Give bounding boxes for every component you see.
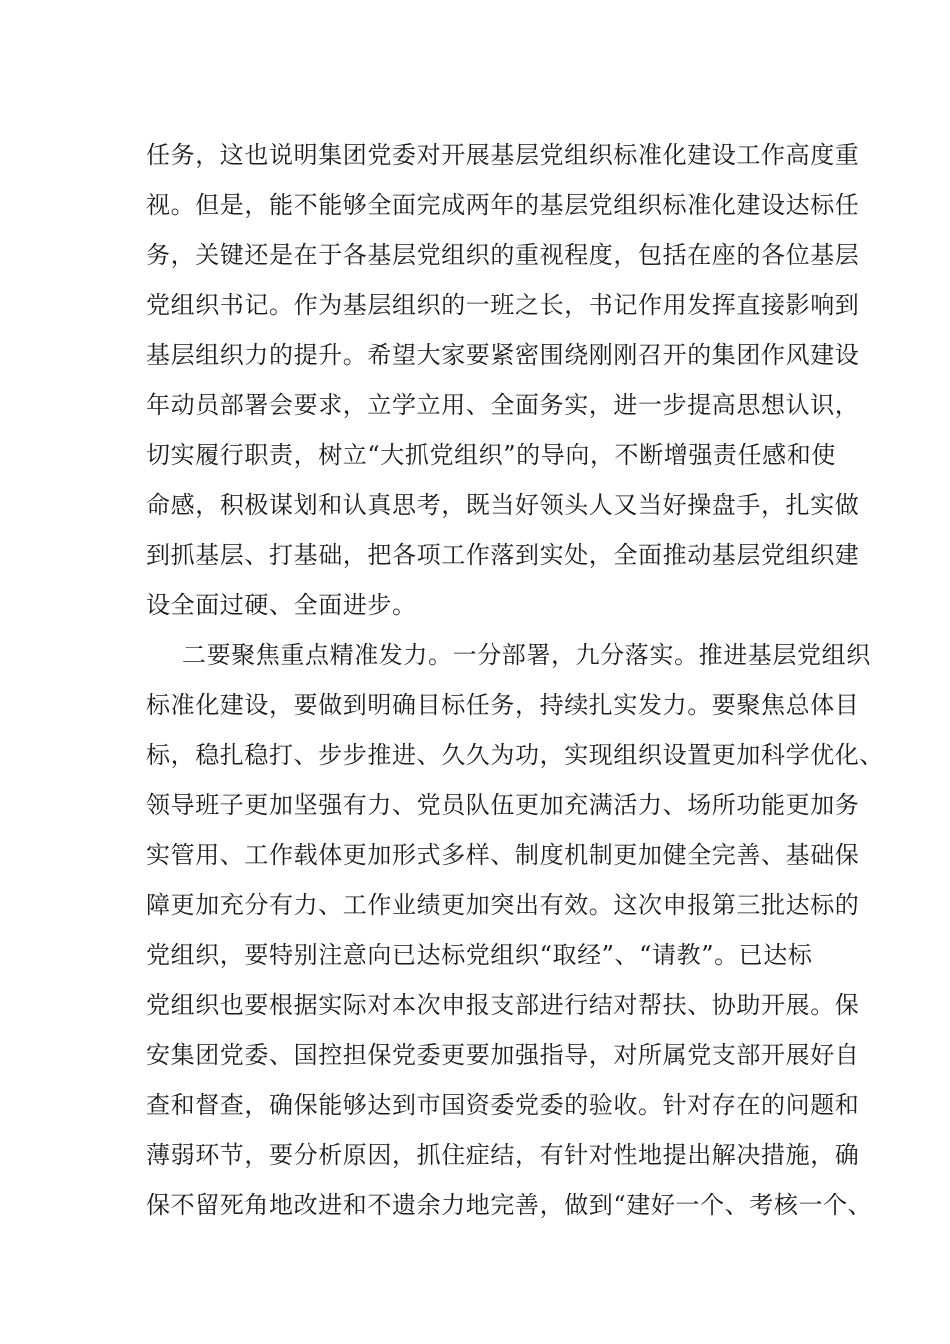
text-line: 党组织也要根据实际对本次申报支部进行结对帮扶、协助开展。保 (146, 991, 860, 1019)
text-line: 标准化建设，要做到明确目标任务，持续扎实发力。要聚焦总体目 (146, 691, 860, 719)
text-line: 党组织书记。作为基层组织的一班之长，书记作用发挥直接影响到 (146, 291, 860, 319)
text-line: 查和督查，确保能够达到市国资委党委的验收。针对存在的问题和 (146, 1091, 860, 1119)
text-line: 命感，积极谋划和认真思考，既当好领头人又当好操盘手，扎实做 (146, 491, 860, 519)
text-line: 党组织，要特别注意向已达标党组织“取经”、“请教”。已达标 (146, 941, 813, 969)
text-line: 保不留死角地改进和不遗余力地完善，做到“建好一个、考核一个、 (146, 1191, 873, 1219)
text-line: 切实履行职责，树立“大抓党组织”的导向，不断增强责任感和使 (146, 441, 836, 469)
text-line: 安集团党委、国控担保党委更要加强指导，对所属党支部开展好自 (146, 1041, 860, 1069)
text-line: 视。但是，能不能够全面完成两年的基层党组织标准化建设达标任 (146, 191, 860, 219)
text-line: 实管用、工作载体更加形式多样、制度机制更加健全完善、基础保 (146, 841, 860, 869)
text-line: 到抓基层、打基础，把各项工作落到实处，全面推动基层党组织建 (146, 541, 860, 569)
text-line: 设全面过硬、全面进步。 (146, 591, 417, 619)
text-line: 年动员部署会要求，立学立用、全面务实，进一步提高思想认识， (146, 391, 860, 419)
text-line: 障更加充分有力、工作业绩更加突出有效。这次申报第三批达标的 (146, 891, 860, 919)
text-line: 领导班子更加坚强有力、党员队伍更加充满活力、场所功能更加务 (146, 791, 860, 819)
paragraph-first-line: 二要聚焦重点精准发力。一分部署，九分落实。推进基层党组织 (182, 641, 871, 669)
text-line: 标，稳扎稳打、步步推进、久久为功，实现组织设置更加科学优化、 (146, 741, 884, 769)
text-line: 薄弱环节，要分析原因，抓住症结，有针对性地提出解决措施，确 (146, 1141, 860, 1169)
text-line: 基层组织力的提升。希望大家要紧密围绕刚刚召开的集团作风建设 (146, 341, 860, 369)
text-line: 务，关键还是在于各基层党组织的重视程度，包括在座的各位基层 (146, 241, 860, 269)
text-line: 任务，这也说明集团党委对开展基层党组织标准化建设工作高度重 (146, 141, 860, 169)
